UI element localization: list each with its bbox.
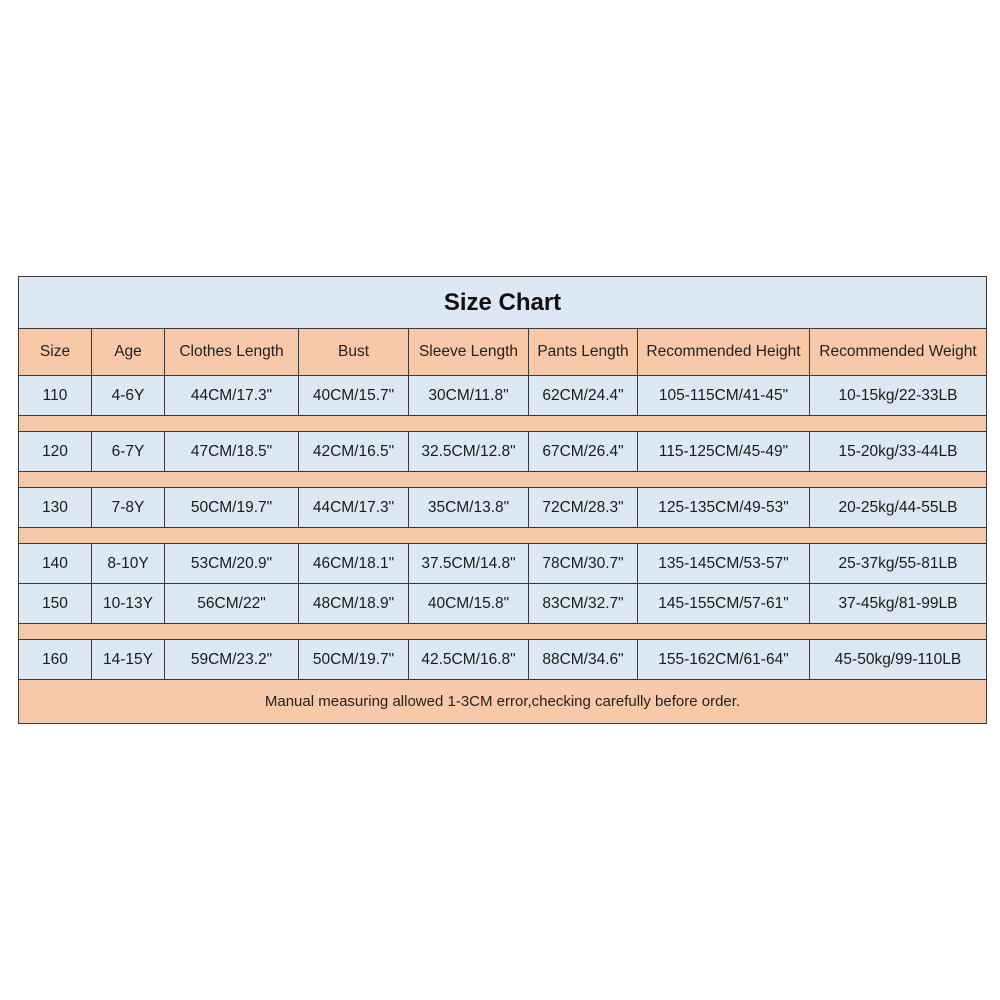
header-pants-length: Pants Length bbox=[529, 329, 638, 376]
header-recommended-weight: Recommended Weight bbox=[810, 329, 987, 376]
cell-clothes-length: 47CM/18.5" bbox=[165, 432, 299, 472]
table-row bbox=[19, 432, 987, 472]
header-size: Size bbox=[19, 329, 92, 376]
cell-recommended-height: 105-115CM/41-45" bbox=[638, 376, 810, 416]
cell-pants-length: 83CM/32.7" bbox=[529, 584, 638, 624]
cell-sleeve-length: 35CM/13.8" bbox=[409, 488, 529, 528]
header-recommended-height: Recommended Height bbox=[638, 329, 810, 376]
cell-size: 140 bbox=[19, 544, 92, 584]
cell-recommended-height: 135-145CM/53-57" bbox=[638, 544, 810, 584]
cell-pants-length: 78CM/30.7" bbox=[529, 544, 638, 584]
cell-recommended-weight: 45-50kg/99-110LB bbox=[810, 640, 987, 680]
cell-clothes-length: 53CM/20.9" bbox=[165, 544, 299, 584]
cell-pants-length: 88CM/34.6" bbox=[529, 640, 638, 680]
cell-recommended-height: 115-125CM/45-49" bbox=[638, 432, 810, 472]
row-divider bbox=[19, 472, 987, 488]
row-divider-cell bbox=[19, 624, 987, 640]
table-row bbox=[19, 640, 987, 680]
cell-size: 160 bbox=[19, 640, 92, 680]
row-divider-cell bbox=[19, 416, 987, 432]
cell-age: 6-7Y bbox=[92, 432, 165, 472]
cell-bust: 44CM/17.3" bbox=[299, 488, 409, 528]
cell-recommended-weight: 20-25kg/44-55LB bbox=[810, 488, 987, 528]
row-divider-cell bbox=[19, 472, 987, 488]
cell-size: 120 bbox=[19, 432, 92, 472]
cell-size: 130 bbox=[19, 488, 92, 528]
cell-size: 150 bbox=[19, 584, 92, 624]
note-row bbox=[19, 680, 987, 724]
cell-bust: 46CM/18.1" bbox=[299, 544, 409, 584]
cell-clothes-length: 56CM/22" bbox=[165, 584, 299, 624]
cell-recommended-height: 155-162CM/61-64" bbox=[638, 640, 810, 680]
cell-size: 110 bbox=[19, 376, 92, 416]
cell-recommended-weight: 25-37kg/55-81LB bbox=[810, 544, 987, 584]
cell-age: 4-6Y bbox=[92, 376, 165, 416]
cell-sleeve-length: 37.5CM/14.8" bbox=[409, 544, 529, 584]
cell-age: 14-15Y bbox=[92, 640, 165, 680]
table-row bbox=[19, 488, 987, 528]
cell-recommended-weight: 15-20kg/33-44LB bbox=[810, 432, 987, 472]
table-row bbox=[19, 544, 987, 584]
table-row bbox=[19, 584, 987, 624]
cell-clothes-length: 50CM/19.7" bbox=[165, 488, 299, 528]
row-divider bbox=[19, 624, 987, 640]
cell-age: 8-10Y bbox=[92, 544, 165, 584]
cell-bust: 48CM/18.9" bbox=[299, 584, 409, 624]
cell-bust: 40CM/15.7" bbox=[299, 376, 409, 416]
chart-title: Size Chart bbox=[19, 277, 987, 329]
row-divider bbox=[19, 528, 987, 544]
cell-bust: 42CM/16.5" bbox=[299, 432, 409, 472]
cell-recommended-height: 145-155CM/57-61" bbox=[638, 584, 810, 624]
cell-pants-length: 62CM/24.4" bbox=[529, 376, 638, 416]
cell-recommended-weight: 37-45kg/81-99LB bbox=[810, 584, 987, 624]
cell-clothes-length: 59CM/23.2" bbox=[165, 640, 299, 680]
table-row bbox=[19, 376, 987, 416]
header-bust: Bust bbox=[299, 329, 409, 376]
measurement-note: Manual measuring allowed 1-3CM error,checking carefully before order. bbox=[19, 680, 987, 724]
size-chart-table bbox=[18, 276, 987, 724]
cell-pants-length: 67CM/26.4" bbox=[529, 432, 638, 472]
cell-sleeve-length: 42.5CM/16.8" bbox=[409, 640, 529, 680]
cell-sleeve-length: 40CM/15.8" bbox=[409, 584, 529, 624]
header-row bbox=[19, 329, 987, 376]
cell-age: 7-8Y bbox=[92, 488, 165, 528]
cell-age: 10-13Y bbox=[92, 584, 165, 624]
header-clothes-length: Clothes Length bbox=[165, 329, 299, 376]
row-divider-cell bbox=[19, 528, 987, 544]
header-sleeve-length: Sleeve Length bbox=[409, 329, 529, 376]
cell-pants-length: 72CM/28.3" bbox=[529, 488, 638, 528]
cell-clothes-length: 44CM/17.3" bbox=[165, 376, 299, 416]
header-age: Age bbox=[92, 329, 165, 376]
cell-sleeve-length: 32.5CM/12.8" bbox=[409, 432, 529, 472]
cell-recommended-height: 125-135CM/49-53" bbox=[638, 488, 810, 528]
cell-recommended-weight: 10-15kg/22-33LB bbox=[810, 376, 987, 416]
row-divider bbox=[19, 416, 987, 432]
cell-sleeve-length: 30CM/11.8" bbox=[409, 376, 529, 416]
title-row bbox=[19, 277, 987, 329]
cell-bust: 50CM/19.7" bbox=[299, 640, 409, 680]
